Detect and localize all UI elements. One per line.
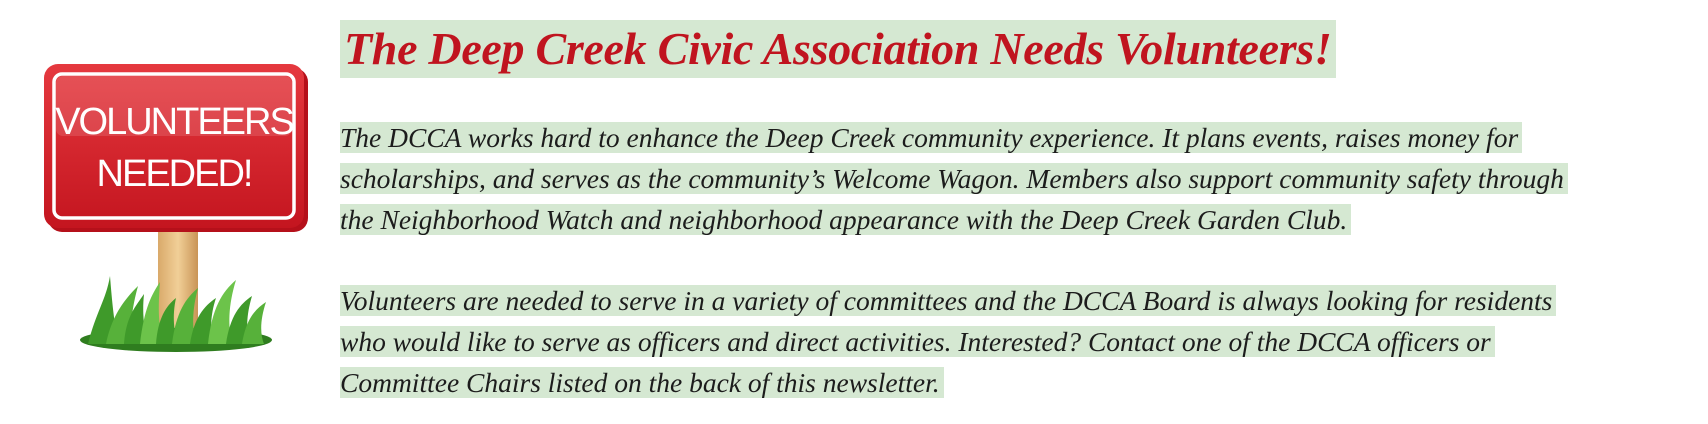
intro-paragraph [340, 117, 1568, 240]
paragraph-line-text: the Neighborhood Watch and neighborhood appearance with the Deep Creek Garden Club. [340, 204, 1351, 235]
sign-text-line-2: NEEDED! [96, 153, 252, 195]
call-to-action-paragraph [340, 280, 1556, 403]
paragraph-line-text: scholarships, and serves as the community’s Welcome Wagon. Members also support community safety through [340, 163, 1568, 194]
paragraph-line [340, 158, 1568, 199]
sign-text-line-1: VOLUNTEERS [55, 101, 293, 143]
volunteers-needed-sign-illustration [40, 62, 316, 362]
headline: The Deep Creek Civic Association Needs Volunteers! [340, 20, 1336, 78]
paragraph-line-text: Committee Chairs listed on the back of this newsletter. [340, 367, 944, 398]
paragraph-line-text: The DCCA works hard to enhance the Deep Creek community experience. It plans events, raises money for [340, 122, 1522, 153]
paragraph-line [340, 280, 1556, 321]
paragraph-line [340, 199, 1568, 240]
paragraph-line [340, 117, 1568, 158]
paragraph-line [340, 362, 1556, 403]
paragraph-line-text: Volunteers are needed to serve in a variety of committees and the DCCA Board is always looking for residents [340, 285, 1556, 316]
paragraph-line-text: who would like to serve as officers and direct activities. Interested? Contact one of the DCCA officers or [340, 326, 1495, 357]
volunteers-needed-sign-icon [40, 62, 316, 362]
paragraph-line [340, 321, 1556, 362]
